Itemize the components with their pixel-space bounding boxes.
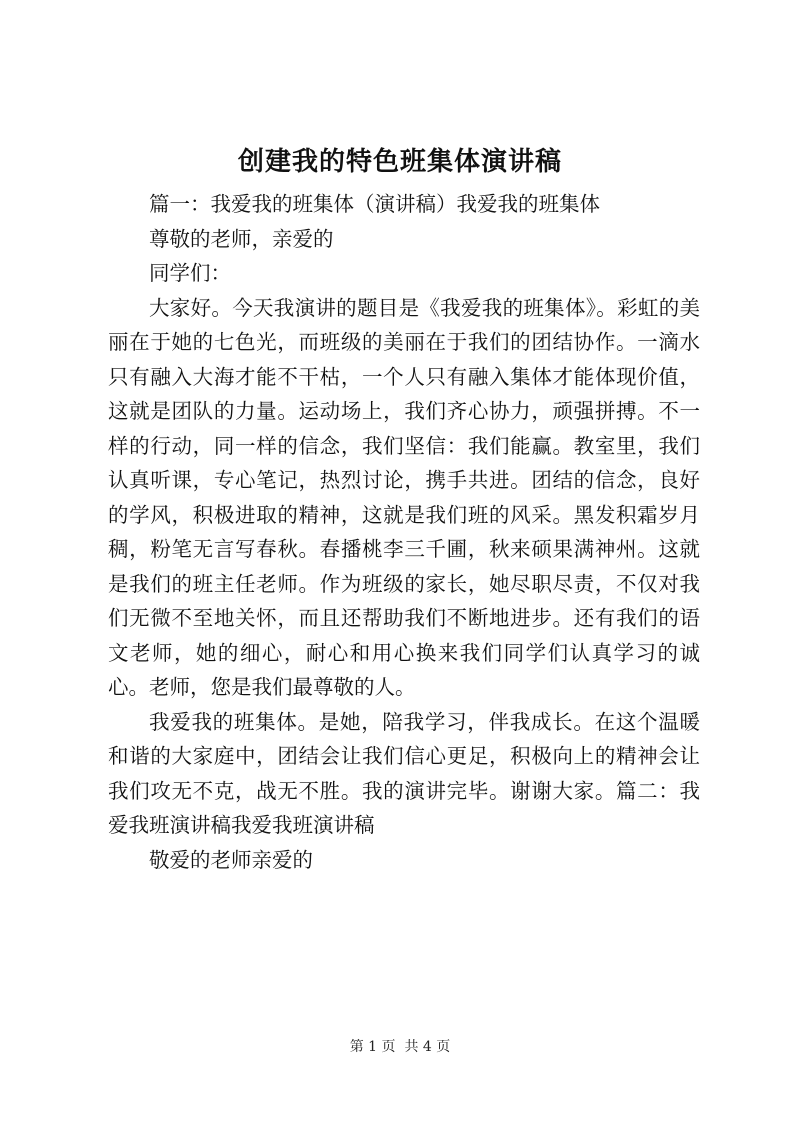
paragraph-greeting: 同学们：: [149, 261, 231, 285]
paragraph-heading: 篇一：我爱我的班集体（演讲稿）我爱我的班集体: [149, 192, 600, 216]
page-number: 第 1 页: [349, 1039, 396, 1055]
paragraph-main: 大家好。今天我演讲的题目是《我爱我的班集体》。彩虹的美丽在于她的七色光，而班级的美丽在于我们的团结协作。一滴水只有融入大海才能不干枯，一个人只有融入集体才能体现价值，这就是团队的力量。运动场上，我们齐心协力，顽强拼搏。不一样的行动，同一样的信念，我们坚信：我们能赢。教室里，我们认真听课，专心笔记，热烈讨论，携手共进。团结的信念，良好的学风，积极进取的精神，这就是我们班的风采。黑发积霜岁月稠，粉笔无言写春秋。春播桃李三千圃，秋来硕果满神州。这就是我们的班主任老师。作为班级的家长，她尽职尽责，不仅对我们无微不至地关怀，而且还帮助我们不断地进步。还有我们的语文老师，她的细心，耐心和用心换来我们同学们认真学习的诚心。老师，您是我们最尊敬的人。: [108, 295, 700, 699]
paragraph-second-salutation: 敬爱的老师亲爱的: [149, 847, 313, 872]
page-total: 共 4 页: [404, 1039, 451, 1055]
paragraph-closing: 我爱我的班集体。是她，陪我学习，伴我成长。在这个温暖和谐的大家庭中，团结会让我们信心更足，积极向上的精神会让我们攻无不克，战无不胜。我的演讲完毕。谢谢大家。篇二：我爱我班演讲稿我爱我班演讲稿: [108, 709, 700, 837]
page-footer: [0, 1036, 800, 1058]
document-title: 创建我的特色班集体演讲稿: [237, 147, 562, 177]
paragraph-salutation: 尊敬的老师，亲爱的: [149, 226, 334, 251]
document-body: [108, 187, 700, 877]
